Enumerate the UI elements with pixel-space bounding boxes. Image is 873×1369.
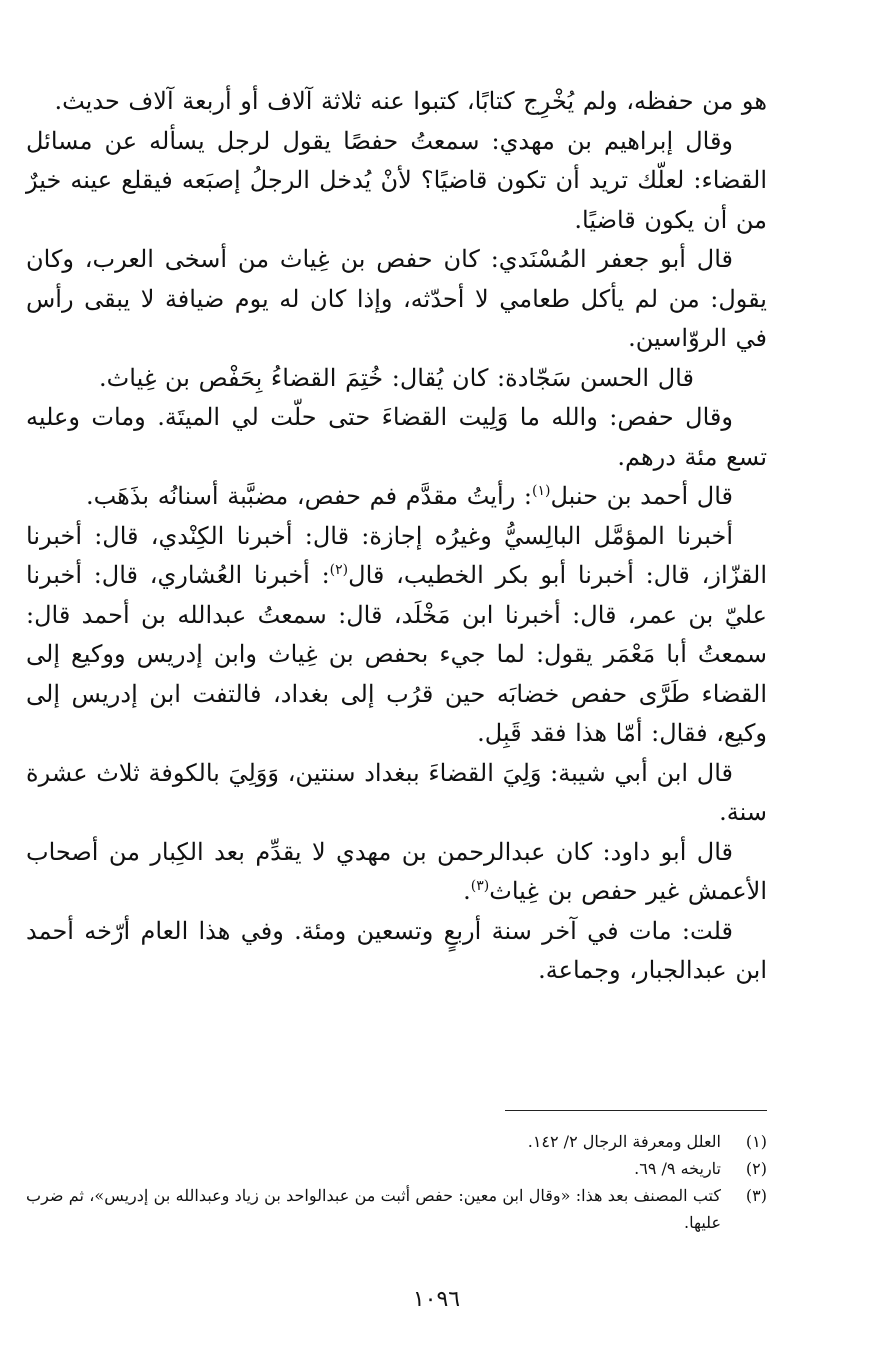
page-number: ١٠٩٦: [412, 1287, 461, 1312]
footnote-text: تاريخه ٩/ ٦٩.: [634, 1159, 721, 1178]
paragraph-1: هو من حفظه، ولم يُخْرِج كتابًا، كتبوا عنه ثلاثة آلاف أو أربعة آلاف حديث.: [54, 87, 767, 115]
footnote-1: [26, 1128, 767, 1155]
paragraph-9-rest: .: [463, 877, 471, 905]
footnote-marker-1: (١): [532, 483, 551, 499]
footnote-3: [26, 1182, 767, 1236]
paragraph-6-rest: : رأيتُ مقدَّم فم حفص، مضبَّبة أسنانُه بذَهَب.: [85, 482, 532, 510]
footnote-number: (٣): [745, 1186, 767, 1205]
paragraph-6-start: قال أحمد بن حنبل: [550, 482, 733, 510]
paragraph-7-rest: : أخبرنا العُشاري، قال: أخبرنا عليّ بن عمر، قال: أخبرنا ابن مَخْلَد، قال: سمعتُ عبدالله بن أحمد قال: سمعتُ أبا مَعْمَر يقول: لما جيء بحفص بن غِياث وابن إدريس ووكيع إلى القضاء طَرَّى حفص خضابَه حين قرُب إلى بغداد، فالتفت ابن إدريس إلى وكيع، فقال: أمّا هذا فقد قَبِل.: [26, 561, 767, 747]
paragraph-9-start: قال أبو داود: كان عبدالرحمن بن مهدي لا يقدِّم بعد الكِبار من أصحاب الأعمش غير حفص بن غِياث: [26, 837, 767, 905]
main-text: [26, 82, 767, 991]
footnote-text: العلل ومعرفة الرجال ٢/ ١٤٢.: [527, 1132, 721, 1151]
footnote-number: (٢): [745, 1159, 767, 1178]
footnote-separator: [505, 1110, 767, 1111]
paragraph-9: [26, 833, 767, 912]
paragraph-7-start: أخبرنا المؤمَّل البالِسيُّ وغيرُه إجازة: قال: أخبرنا الكِنْدي، قال: أخبرنا القزّاز، قال: أخبرنا أبو بكر الخطيب، قال: [26, 521, 767, 589]
paragraph-4: قال الحسن سَجّادة: كان يُقال: خُتِمَ القضاءُ بِحَفْص بن غِياث.: [99, 363, 694, 392]
footnote-number: (١): [745, 1132, 767, 1151]
paragraph-8: قال ابن أبي شيبة: وَلِيَ القضاءَ ببغداد سنتين، وَوَلِيَ بالكوفة ثلاث عشرة سنة.: [26, 758, 767, 826]
paragraph-5: وقال حفص: والله ما وَلِيت القضاءَ حتى حلّت لي الميتَة. ومات وعليه تسع مئة درهم.: [26, 403, 767, 471]
footnote-marker-3: (٣): [470, 878, 490, 894]
paragraph-10: قلت: مات في آخر سنة أربعٍ وتسعين ومئة. وفي هذا العام أرّخه أحمد ابن عبدالجبار، وجماعة.: [26, 916, 767, 984]
paragraph-6: [26, 477, 767, 517]
paragraph-3: قال أبو جعفر المُسْنَدي: كان حفص بن غِياث من أسخى العرب، وكان يقول: من لم يأكل طعامي لا أحدّثه، وإذا كان له يوم ضيافة لا يبقى رأس في الروّاسين.: [26, 245, 767, 352]
footnotes: [26, 1128, 767, 1236]
footnote-text: كتب المصنف بعد هذا: «وقال ابن معين: حفص أثبت من عبدالواحد بن زياد وعبدالله بن إدريس»، ثم ضرب عليها.: [26, 1186, 722, 1232]
paragraph-7: [26, 517, 767, 754]
footnote-marker-2: (٢): [329, 562, 349, 578]
paragraph-2: وقال إبراهيم بن مهدي: سمعتُ حفصًا يقول لرجل يسأله عن مسائل القضاء: لعلّك تريد أن تكون قاضيًا؟ لأنْ يُدخل الرجلُ إصبَعه فيقلع عينه خيرٌ من أن يكون قاضيًا.: [26, 126, 767, 234]
footnote-2: [26, 1155, 767, 1182]
